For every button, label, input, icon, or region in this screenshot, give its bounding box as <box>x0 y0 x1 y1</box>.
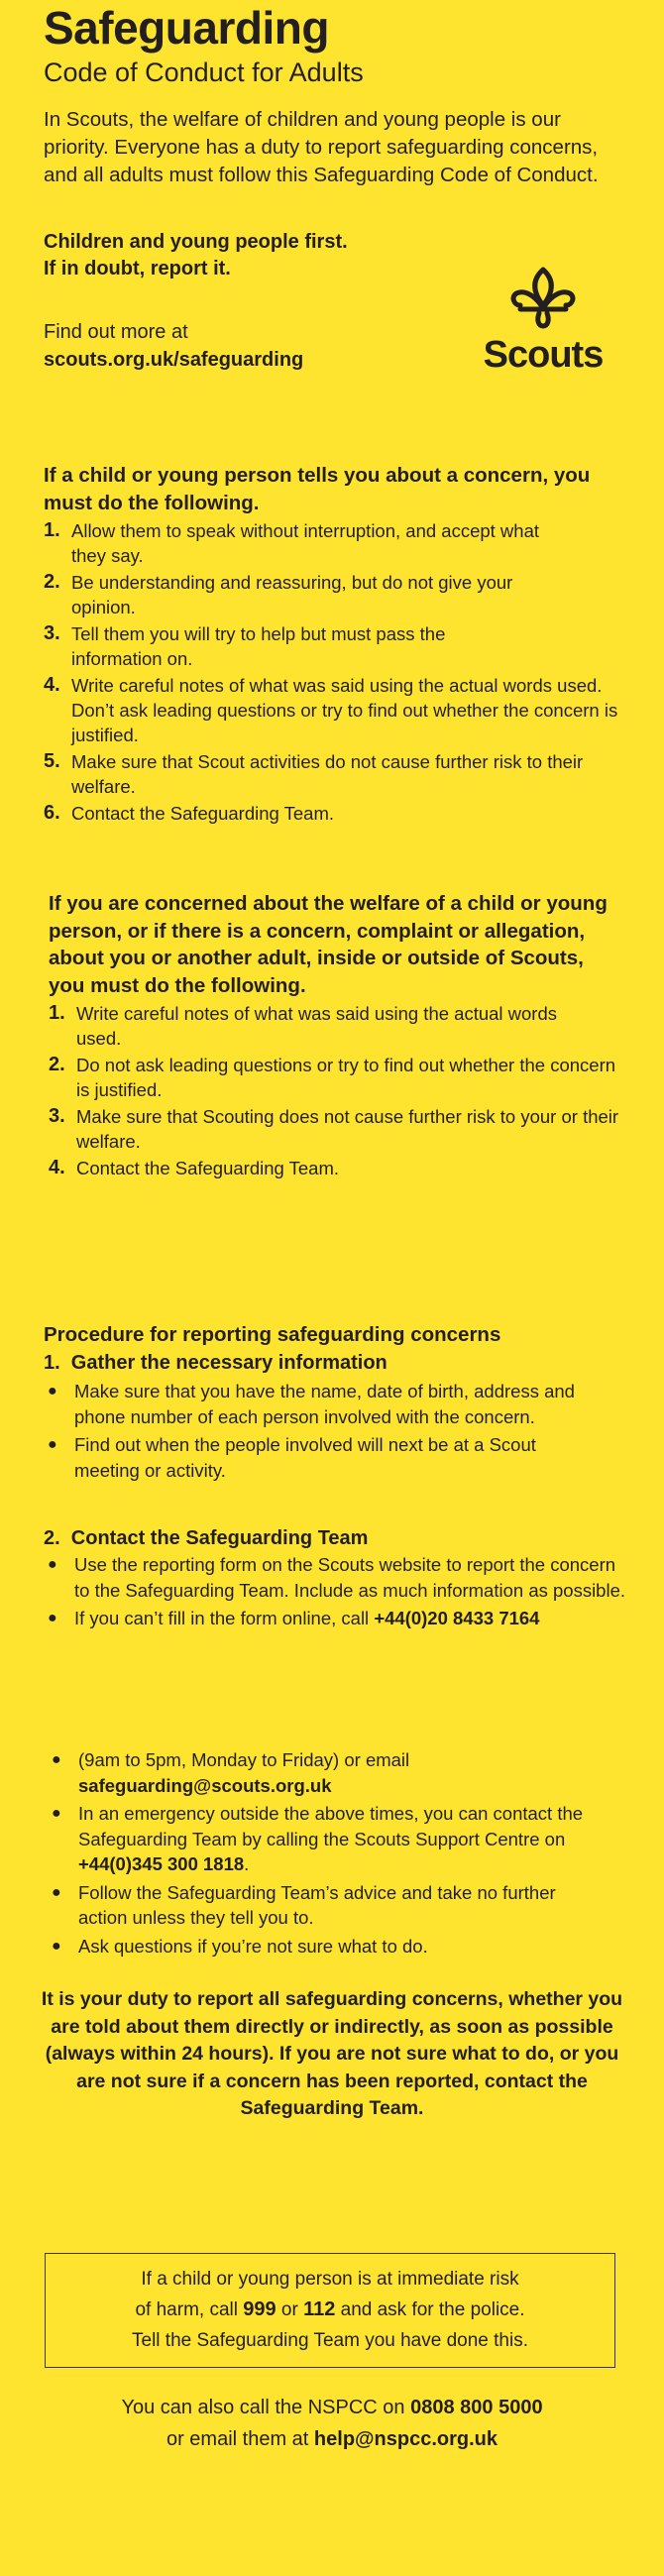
fleur-de-lis-icon <box>508 266 578 329</box>
bullet-icon: ● <box>48 1383 57 1400</box>
list-item: 4. Write careful notes of what was said using the actual words used. Don’t ask leading questions or try to find out whether the concern is justified. <box>44 674 618 745</box>
page-subtitle: Code of Conduct for Adults <box>44 57 364 87</box>
bullet-list <box>44 1552 638 1631</box>
list-item: 4. Contact the Safeguarding Team. <box>49 1157 339 1178</box>
scouts-logo <box>474 266 612 374</box>
section-heading: If a child or young person tells you about a concern, you must do the following. <box>44 464 591 514</box>
bullet-icon: ● <box>48 1610 57 1626</box>
procedure-section <box>44 1321 628 1486</box>
emergency-box: If a child or young person is at immediate risk of harm, call 999 or 112 and ask for the police. Tell the Safeguarding Team you have done this. <box>45 2253 615 2368</box>
section-child-tells-you <box>44 462 628 828</box>
list-item: ● Follow the Safeguarding Team’s advice and take no further action unless they tell you to. <box>52 1881 556 1928</box>
motto-line-2: If in doubt, report it. <box>44 258 231 280</box>
list-item: 1. Allow them to speak without interruption, and accept what they say. <box>44 519 540 566</box>
support-centre-phone[interactable]: +44(0)345 300 1818 <box>78 1853 245 1874</box>
contact-continued <box>48 1747 622 1961</box>
bullet-list <box>48 1747 622 1959</box>
bullet-icon: ● <box>52 1751 61 1768</box>
step-2-heading: 2. Contact the Safeguarding Team <box>44 1527 369 1549</box>
step-1-heading: 1. Gather the necessary information <box>44 1352 387 1374</box>
find-out-more-label: Find out more at <box>44 321 188 343</box>
list-item: 3. Tell them you will try to help but must pass the information on. <box>44 622 446 669</box>
bullet-list <box>44 1379 628 1483</box>
section-heading: If you are concerned about the welfare of a child or young person, or if there is a concern, complaint or allegation, about you or another adult, inside or outside of Scouts, you must do the following. <box>49 892 608 997</box>
list-item: ● (9am to 5pm, Monday to Friday) or email safeguarding@scouts.org.uk <box>52 1749 410 1796</box>
emergency-number-999[interactable]: 999 <box>243 2298 277 2320</box>
motto <box>44 229 348 282</box>
list-item: 1. Write careful notes of what was said using the actual words used. <box>49 1002 558 1049</box>
bullet-icon: ● <box>52 1937 61 1955</box>
motto-line-1: Children and young people first. <box>44 231 348 253</box>
bullet-icon: ● <box>52 1805 61 1822</box>
list-item: 2. Do not ask leading questions or try to find out whether the concern is justified. <box>49 1054 616 1100</box>
page-title: Safeguarding <box>44 2 329 54</box>
bullet-icon: ● <box>48 1556 57 1573</box>
find-out-more <box>44 318 303 374</box>
contact-team-section <box>44 1524 638 1634</box>
list-item: 3. Make sure that Scouting does not cause further risk to your or their welfare. <box>49 1105 619 1152</box>
safeguarding-email[interactable]: safeguarding@scouts.org.uk <box>78 1774 332 1796</box>
bullet-icon: ● <box>52 1883 61 1901</box>
emergency-number-112[interactable]: 112 <box>303 2298 336 2320</box>
list-item: ● Make sure that you have the name, date of birth, address and phone number of each person involved with the concern. <box>48 1381 575 1427</box>
bullet-icon: ● <box>48 1436 57 1453</box>
team-phone[interactable]: +44(0)20 8433 7164 <box>374 1608 540 1628</box>
list-item: 2. Be understanding and reassuring, but do not give your opinion. <box>44 571 513 617</box>
nspcc-phone[interactable]: 0808 800 5000 <box>410 2397 543 2418</box>
scouts-wordmark: Scouts <box>483 334 604 376</box>
intro-paragraph: In Scouts, the welfare of children and young people is our priority. Everyone has a duty to report safeguarding concerns, and all adults must follow this Safeguarding Code of Conduct. <box>44 108 599 186</box>
procedure-heading: Procedure for reporting safeguarding concerns <box>44 1323 501 1346</box>
list-item: 6. Contact the Safeguarding Team. <box>44 802 334 824</box>
duty-statement: It is your duty to report all safeguarding concerns, whether you are told about them directly or indirectly, as soon as possible (always within 24 hours). If you are not sure what to do, or you are not sure if a concern has been reported, contact the Safeguarding Team. <box>41 1988 623 2119</box>
list-item: ● Use the reporting form on the Scouts website to report the concern to the Safeguarding Team. Include as much information as possible. <box>48 1554 626 1601</box>
numbered-list <box>44 518 628 826</box>
list-item: 5. Make sure that Scout activities do not cause further risk to their welfare. <box>44 750 584 797</box>
list-item: ● Find out when the people involved will next be at a Scout meeting or activity. <box>48 1434 536 1481</box>
nspcc-contact: You can also call the NSPCC on 0808 800 5000 or email them at help@nspcc.org.uk <box>121 2397 543 2450</box>
section-you-are-concerned <box>49 890 623 1182</box>
list-item: ● In an emergency outside the above times, you can contact the Safeguarding Team by calling the Scouts Support Centre on +44(0)345 300 1818. <box>52 1803 584 1874</box>
safeguarding-link[interactable]: scouts.org.uk/safeguarding <box>44 349 304 371</box>
nspcc-email[interactable]: help@nspcc.org.uk <box>313 2428 498 2450</box>
numbered-list <box>49 1001 623 1180</box>
list-item: ● If you can’t fill in the form online, call +44(0)20 8433 7164 <box>44 1606 638 1631</box>
list-item: ● Ask questions if you’re not sure what to do. <box>48 1934 622 1960</box>
